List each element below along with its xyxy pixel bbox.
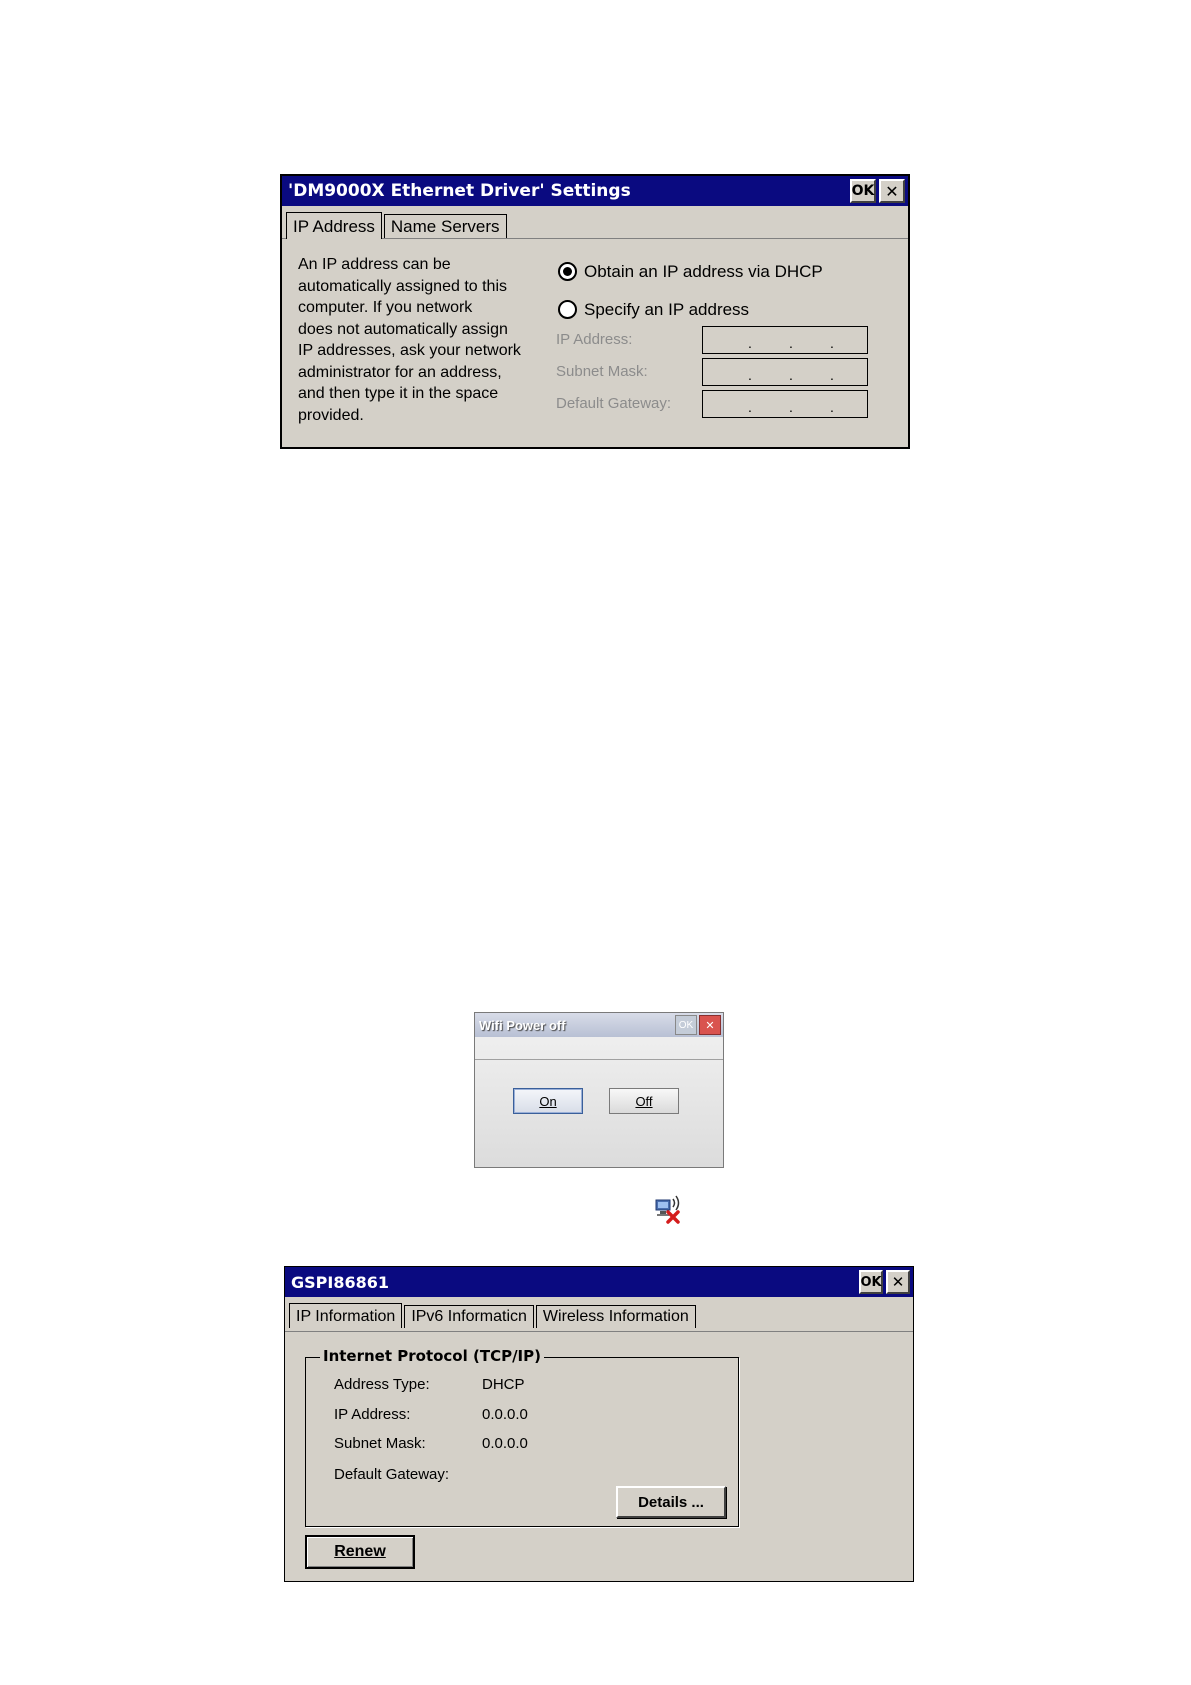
description-line: provided. (298, 406, 364, 424)
wifi-power-title: Wifi Power off (479, 1017, 566, 1033)
ok-button[interactable]: OK (859, 1270, 883, 1294)
on-button-label: On (539, 1093, 557, 1109)
renew-button[interactable] (305, 1535, 415, 1569)
close-icon: ✕ (885, 181, 899, 201)
tab-wireless-information[interactable]: Wireless Information (536, 1305, 696, 1328)
subnet-mask-field[interactable]: . . . (702, 358, 868, 386)
off-button[interactable] (609, 1088, 679, 1114)
on-button[interactable] (513, 1088, 583, 1114)
ok-button[interactable]: OK (850, 179, 876, 203)
static-ip-radio-label[interactable]: Specify an IP address (584, 300, 750, 319)
dhcp-radio-label[interactable]: Obtain an IP address via DHCP (584, 262, 823, 281)
description-line: computer. If you network (298, 299, 473, 316)
wifi-power-body (475, 1059, 723, 1060)
tcpip-group-title: Internet Protocol (TCP/IP) (320, 1347, 544, 1365)
static-ip-radio[interactable] (558, 300, 577, 319)
tab-name-servers[interactable]: Name Servers (384, 214, 507, 239)
address-type-label: Address Type: (334, 1376, 430, 1393)
off-button-label: Off (635, 1093, 653, 1109)
gspi-titlebar (285, 1267, 913, 1297)
ethernet-settings-tabs (286, 212, 509, 239)
ethernet-settings-dialog (280, 174, 910, 449)
description-line: does not automatically assign (298, 320, 508, 338)
tab-ip-information[interactable]: IP Information (289, 1303, 402, 1328)
wifi-power-dialog (474, 1012, 724, 1168)
tab-ipv6-information[interactable]: IPv6 Informaticn (404, 1305, 534, 1328)
ip-address-value: 0.0.0.0 (482, 1406, 528, 1423)
ip-address-label: IP Address: (334, 1406, 411, 1423)
ok-button[interactable]: OK (675, 1015, 697, 1035)
subnet-mask-label: Subnet Mask: (334, 1435, 426, 1452)
close-button[interactable] (879, 179, 905, 203)
default-gateway-label: Default Gateway: (334, 1466, 450, 1483)
gspi-title: GSPI86861 (291, 1272, 389, 1292)
description-line: automatically assigned to this (298, 277, 507, 295)
dhcp-radio[interactable] (558, 262, 577, 281)
description-line: administrator for an address, (298, 363, 502, 381)
gspi-tabs (289, 1303, 698, 1328)
description-line: IP addresses, ask your network (298, 342, 521, 359)
default-gateway-label: Default Gateway: (556, 395, 672, 412)
tcpip-group (305, 1347, 739, 1527)
subnet-mask-label: Subnet Mask: (556, 363, 648, 380)
wifi-power-titlebar (475, 1013, 723, 1037)
ethernet-settings-titlebar (282, 176, 908, 206)
tab-ip-address[interactable]: IP Address (286, 212, 382, 239)
close-icon: ✕ (705, 1019, 715, 1032)
details-button[interactable]: Details ... (616, 1486, 726, 1518)
close-button[interactable] (886, 1270, 910, 1294)
ip-address-label: IP Address: (556, 331, 633, 348)
ip-description (298, 254, 548, 426)
subnet-mask-value: 0.0.0.0 (482, 1435, 528, 1452)
ip-address-field[interactable]: . . . (702, 326, 868, 354)
close-icon: ✕ (891, 1273, 905, 1291)
address-type-value: DHCP (482, 1376, 525, 1393)
default-gateway-field[interactable]: . . . (702, 390, 868, 418)
description-line: and then type it in the space (298, 385, 499, 402)
ethernet-settings-title: 'DM9000X Ethernet Driver' Settings (288, 181, 631, 201)
gspi-dialog (284, 1266, 914, 1582)
wifi-disconnected-icon[interactable] (654, 1194, 686, 1224)
close-button[interactable] (699, 1015, 721, 1035)
tab-page-border (285, 1331, 913, 1332)
renew-button-label: Renew (334, 1543, 386, 1560)
description-line: An IP address can be (298, 256, 451, 273)
